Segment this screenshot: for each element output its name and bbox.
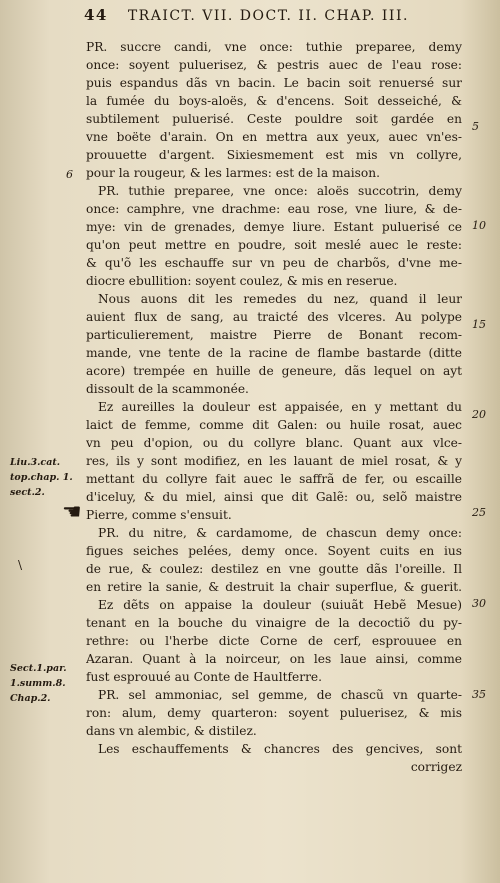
- text-line: Ez dẽts on appaise la douleur (suiuãt Hebẽ Mesue): [98, 598, 462, 612]
- stray-mark: \: [18, 558, 23, 572]
- text-line: la fumée du boys-aloës, & d'encens. Soit desseiché, &: [86, 94, 462, 108]
- text-line: laict de femme, comme dit Galen: ou huile rosat, auec: [86, 418, 462, 432]
- text-line: Nous auons dit les remedes du nez, quand il leur: [98, 292, 462, 306]
- text-line: PR. succre candi, vne once: tuthie preparee, demy: [86, 40, 462, 54]
- text-line: fust esprouué au Conte de Haultferre.: [86, 670, 322, 684]
- page-header: [84, 6, 484, 24]
- margin-line-number: 15: [472, 318, 486, 331]
- text-line: puis espandus dãs vn bacin. Le bacin soit renuersé sur: [86, 76, 462, 90]
- text-line: tenant en la bouche du vinaigre de la decoctiõ du py-: [86, 616, 462, 630]
- text-line: rethre: ou l'herbe dicte Corne de cerf, esprouuee en: [86, 634, 462, 648]
- text-line: once: soyent puluerisez, & pestris auec de l'eau rose:: [86, 58, 462, 72]
- side-note: [10, 661, 67, 706]
- text-line: prouuette d'argent. Sixiesmement est mis vn collyre,: [86, 148, 462, 162]
- text-line: subtilement puluerisé. Ceste pouldre soit gardée en: [86, 112, 462, 126]
- text-line: once: camphre, vne drachme: eau rose, vne liure, & de-: [86, 202, 462, 216]
- text-line: dans vn alembic, & distilez.: [86, 724, 257, 738]
- text-line: acore) trempée en huille de geneure, dãs lequel on ayt: [86, 364, 462, 378]
- text-line: dissoult de la scammonée.: [86, 382, 249, 396]
- side-note-line: Sect.1.par.: [10, 663, 67, 674]
- text-line: mande, vne tente de la racine de flambe bastarde (ditte: [86, 346, 462, 360]
- margin-line-number: 5: [472, 120, 479, 133]
- margin-line-number: 10: [472, 219, 486, 232]
- side-note-line: sect.2.: [10, 487, 45, 498]
- text-line: Ez aureilles la douleur est appaisée, en y mettant du: [98, 400, 462, 414]
- text-line: Les eschauffements & chancres des gencives, sont: [98, 742, 462, 756]
- side-note-line: Liu.3.cat.: [10, 457, 61, 468]
- text-line: d'iceluy, & du miel, ainsi que dit Galẽ: ou, selõ maistre: [86, 490, 462, 504]
- text-line: diocre ebullition: soyent coulez, & mis en reserue.: [86, 274, 398, 288]
- text-line: mettant du collyre fait auec le saffrã de fer, ou escaille: [86, 472, 462, 486]
- text-body: [86, 38, 462, 776]
- margin-line-number: 6: [66, 168, 73, 181]
- text-line: PR. tuthie preparee, vne once: aloës succotrin, demy: [98, 184, 462, 198]
- margin-line-number: 25: [472, 506, 486, 519]
- text-line: PR. du nitre, & cardamome, de chascun demy once:: [98, 526, 462, 540]
- margin-line-number: 20: [472, 408, 486, 421]
- catchword: corrigez: [410, 760, 462, 774]
- side-note: [10, 455, 73, 500]
- text-line: mye: vin de grenades, demye liure. Estant puluerisé ce: [86, 220, 462, 234]
- margin-line-number: 30: [472, 597, 486, 610]
- text-line: ron: alum, demy quarteron: soyent puluerisez, & mis: [86, 706, 462, 720]
- side-note-line: top.chap. 1.: [10, 472, 73, 483]
- text-line: pour la rougeur, & les larmes: est de la maison.: [86, 166, 380, 180]
- text-line: Azaran. Quant à la noirceur, on les laue ainsi, comme: [86, 652, 462, 666]
- text-line: res, ils y sont modifiez, en les lauant de miel rosat, & y: [86, 454, 462, 468]
- text-line: de rue, & coulez: destilez en vne goutte dãs l'oreille. Il: [86, 562, 462, 576]
- text-line: vn peu d'opion, ou du collyre blanc. Quant aux vlce-: [86, 436, 462, 450]
- text-line: figues seiches pelées, demy once. Soyent cuits en ius: [86, 544, 462, 558]
- side-note-line: 1.summ.8.: [10, 678, 66, 689]
- page-number: 44: [84, 6, 108, 24]
- side-note-line: Chap.2.: [10, 693, 51, 704]
- margin-line-number: 35: [472, 688, 486, 701]
- running-title: TRAICT. VII. DOCT. II. CHAP. III.: [127, 8, 409, 24]
- text-line: Pierre, comme s'ensuit.: [86, 508, 232, 522]
- text-line: & qu'õ les eschauffe sur vn peu de charbõs, d'vne me-: [86, 256, 462, 270]
- pointing-hand-icon: ☚: [62, 500, 82, 525]
- text-line: PR. sel ammoniac, sel gemme, de chascũ vn quarte-: [98, 688, 462, 702]
- text-line: auient flux de sang, au traicté des vlceres. Au polype: [86, 310, 462, 324]
- text-line: qu'on peut mettre en poudre, soit meslé auec le reste:: [86, 238, 462, 252]
- text-line: vne boëte d'arain. On en mettra aux yeux, auec vn'es-: [86, 130, 462, 144]
- text-line: en retire la sanie, & destruit la chair superflue, & guerit.: [86, 580, 462, 594]
- text-line: particulierement, maistre Pierre de Bonant recom-: [86, 328, 462, 342]
